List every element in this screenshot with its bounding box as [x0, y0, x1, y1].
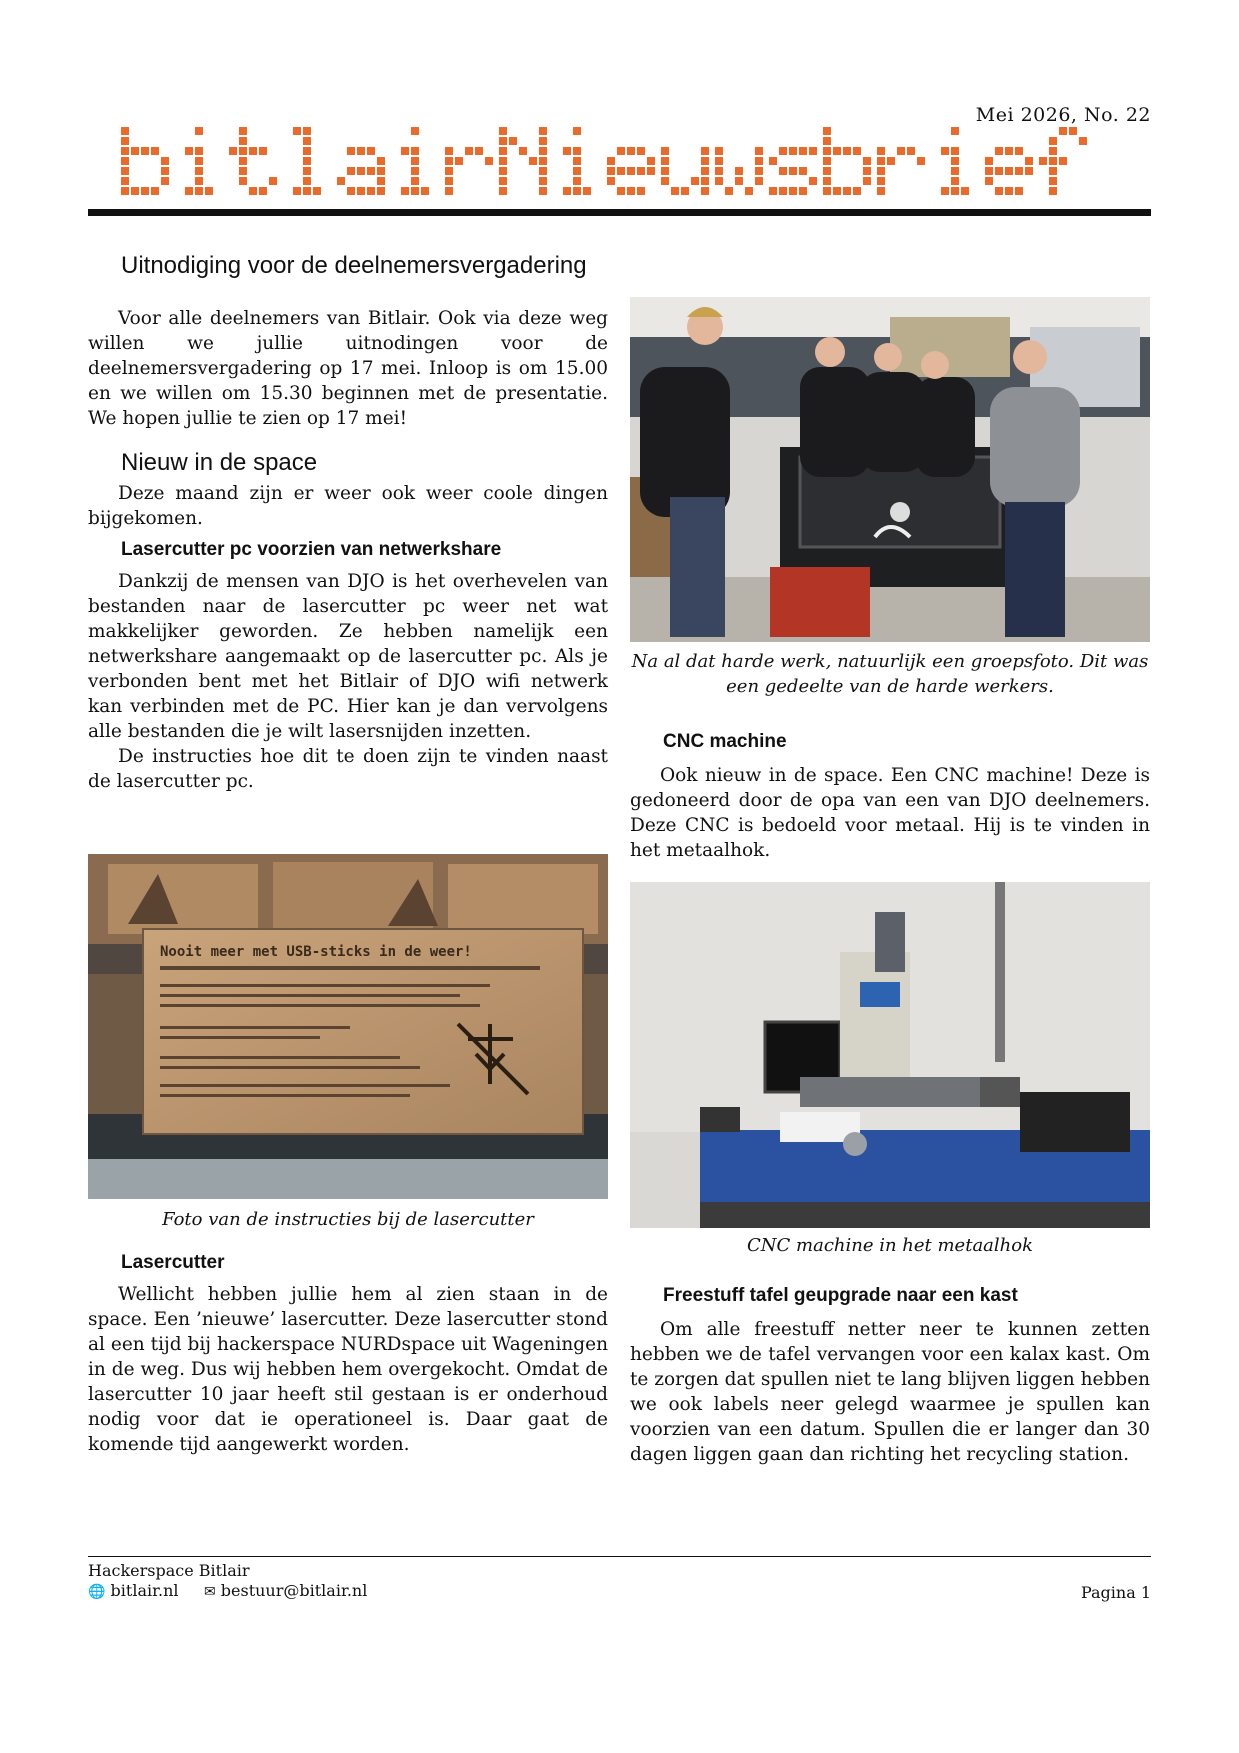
header-rule	[88, 209, 1151, 216]
freestuff-heading: Freestuff tafel geupgrade naar een kast	[663, 1285, 1018, 1306]
issue-label: Mei 2026, No. 22	[975, 104, 1151, 126]
cnc-caption: CNC machine in het metaalhok	[747, 1235, 1033, 1256]
masthead-letter	[336, 126, 386, 196]
group-caption: Na al dat harde werk, natuurlijk een groepsfoto. Dit was een gedeelte van de harde werkers.	[631, 651, 1149, 697]
masthead-letter	[120, 126, 170, 196]
cnc-heading: CNC machine	[663, 731, 787, 752]
masthead-letter	[714, 126, 764, 196]
group-photo	[630, 297, 1150, 642]
masthead-logo	[120, 126, 1088, 196]
footer-rule	[88, 1556, 1151, 1557]
masthead-letter	[174, 126, 224, 196]
footer-org: Hackerspace Bitlair	[88, 1561, 250, 1580]
masthead-letter	[984, 126, 1034, 196]
masthead-letter	[552, 126, 602, 196]
share-heading: Lasercutter pc voorzien van netwerkshare	[121, 539, 502, 560]
freestuff-section	[630, 1285, 1150, 1467]
masthead-letter	[390, 126, 440, 196]
footer-contact	[88, 1561, 367, 1602]
masthead-letter	[822, 126, 872, 196]
sign-title: Nooit meer met USB-sticks in de weer!	[160, 944, 472, 960]
masthead-letter	[930, 126, 980, 196]
masthead-letter	[444, 126, 494, 196]
masthead-letter	[768, 126, 818, 196]
footer-website-link[interactable]: bitlair.nl	[110, 1581, 179, 1600]
new-paragraph: Deze maand zijn er weer ook weer coole dingen bijgekomen.	[88, 483, 608, 529]
cnc-photo	[630, 882, 1150, 1228]
masthead-letter	[1038, 126, 1088, 196]
lasercutter-heading: Lasercutter	[121, 1252, 225, 1273]
footer-email-link[interactable]: bestuur@bitlair.nl	[220, 1581, 368, 1600]
instructions-caption: Foto van de instructies bij de lasercutter	[162, 1209, 534, 1230]
masthead	[120, 136, 920, 196]
cnc-paragraph: Ook nieuw in de space. Een CNC machine! Deze is gedoneerd door de opa van een van DJO deelnemers. Deze CNC is bedoeld voor metaal. Hij is te vinden in het metaalhok.	[630, 765, 1150, 861]
masthead-letter	[660, 126, 710, 196]
left-column	[88, 240, 608, 794]
lasercutter-section	[88, 1252, 608, 1457]
new-heading: Nieuw in de space	[121, 449, 318, 476]
masthead-letter	[498, 126, 548, 196]
masthead-letter	[228, 126, 278, 196]
masthead-letter	[282, 126, 332, 196]
lasercutter-instructions-photo	[88, 854, 608, 1199]
invite-paragraph: Voor alle deelnemers van Bitlair. Ook via deze weg willen we jullie uitnodingen voor de deelnemersvergadering op 17 mei. Inloop is om 15.00 en we willen om 15.30 beginnen met de presentatie. We hopen jullie te zien op 17 mei!	[88, 308, 608, 429]
share-paragraph-2: De instructies hoe dit te doen zijn te vinden naast de lasercutter pc.	[88, 746, 608, 792]
envelope-icon: ✉	[203, 1584, 216, 1600]
masthead-letter	[606, 126, 656, 196]
page-number: Pagina 1	[1080, 1583, 1151, 1602]
globe-icon: 🌐	[88, 1584, 106, 1600]
invite-heading: Uitnodiging voor de deelnemersvergadering	[121, 252, 587, 279]
cnc-section	[630, 731, 1150, 863]
lasercutter-paragraph: Wellicht hebben jullie hem al zien staan in de space. Een ’nieuwe’ lasercutter. Deze lasercutter stond al een tijd bij hackerspace NURDspace uit Wageningen in de weg. Dus wij hebben hem overgekocht. Omdat de lasercutter 10 jaar heeft stil gestaan is er onderhoud nodig voor dat ie operationeel is. Daar gaat de komende tijd aangewerkt worden.	[88, 1284, 608, 1455]
masthead-letter	[876, 126, 926, 196]
share-paragraph: Dankzij de mensen van DJO is het overhevelen van bestanden naar de lasercutter pc weer net wat makkelijker geworden. Ze hebben namelijk een netwerkshare aangemaakt op de lasercutter pc. Als je verbonden bent met het Bitlair of DJO wifi netwerk kan verbinden met de PC. Hier kan je dan vervolgens alle bestanden die je wilt lasersnijden inzetten.	[88, 571, 608, 742]
freestuff-paragraph: Om alle freestuff netter neer te kunnen zetten hebben we de tafel vervangen voor een kalax kast. Om te zorgen dat spullen niet te lang blijven liggen hebben we ook labels neer gelegd waarmee je spullen kan voorzien van een datum. Spullen die er langer dan 30 dagen liggen gaan dan richting het recycling station.	[630, 1319, 1150, 1465]
